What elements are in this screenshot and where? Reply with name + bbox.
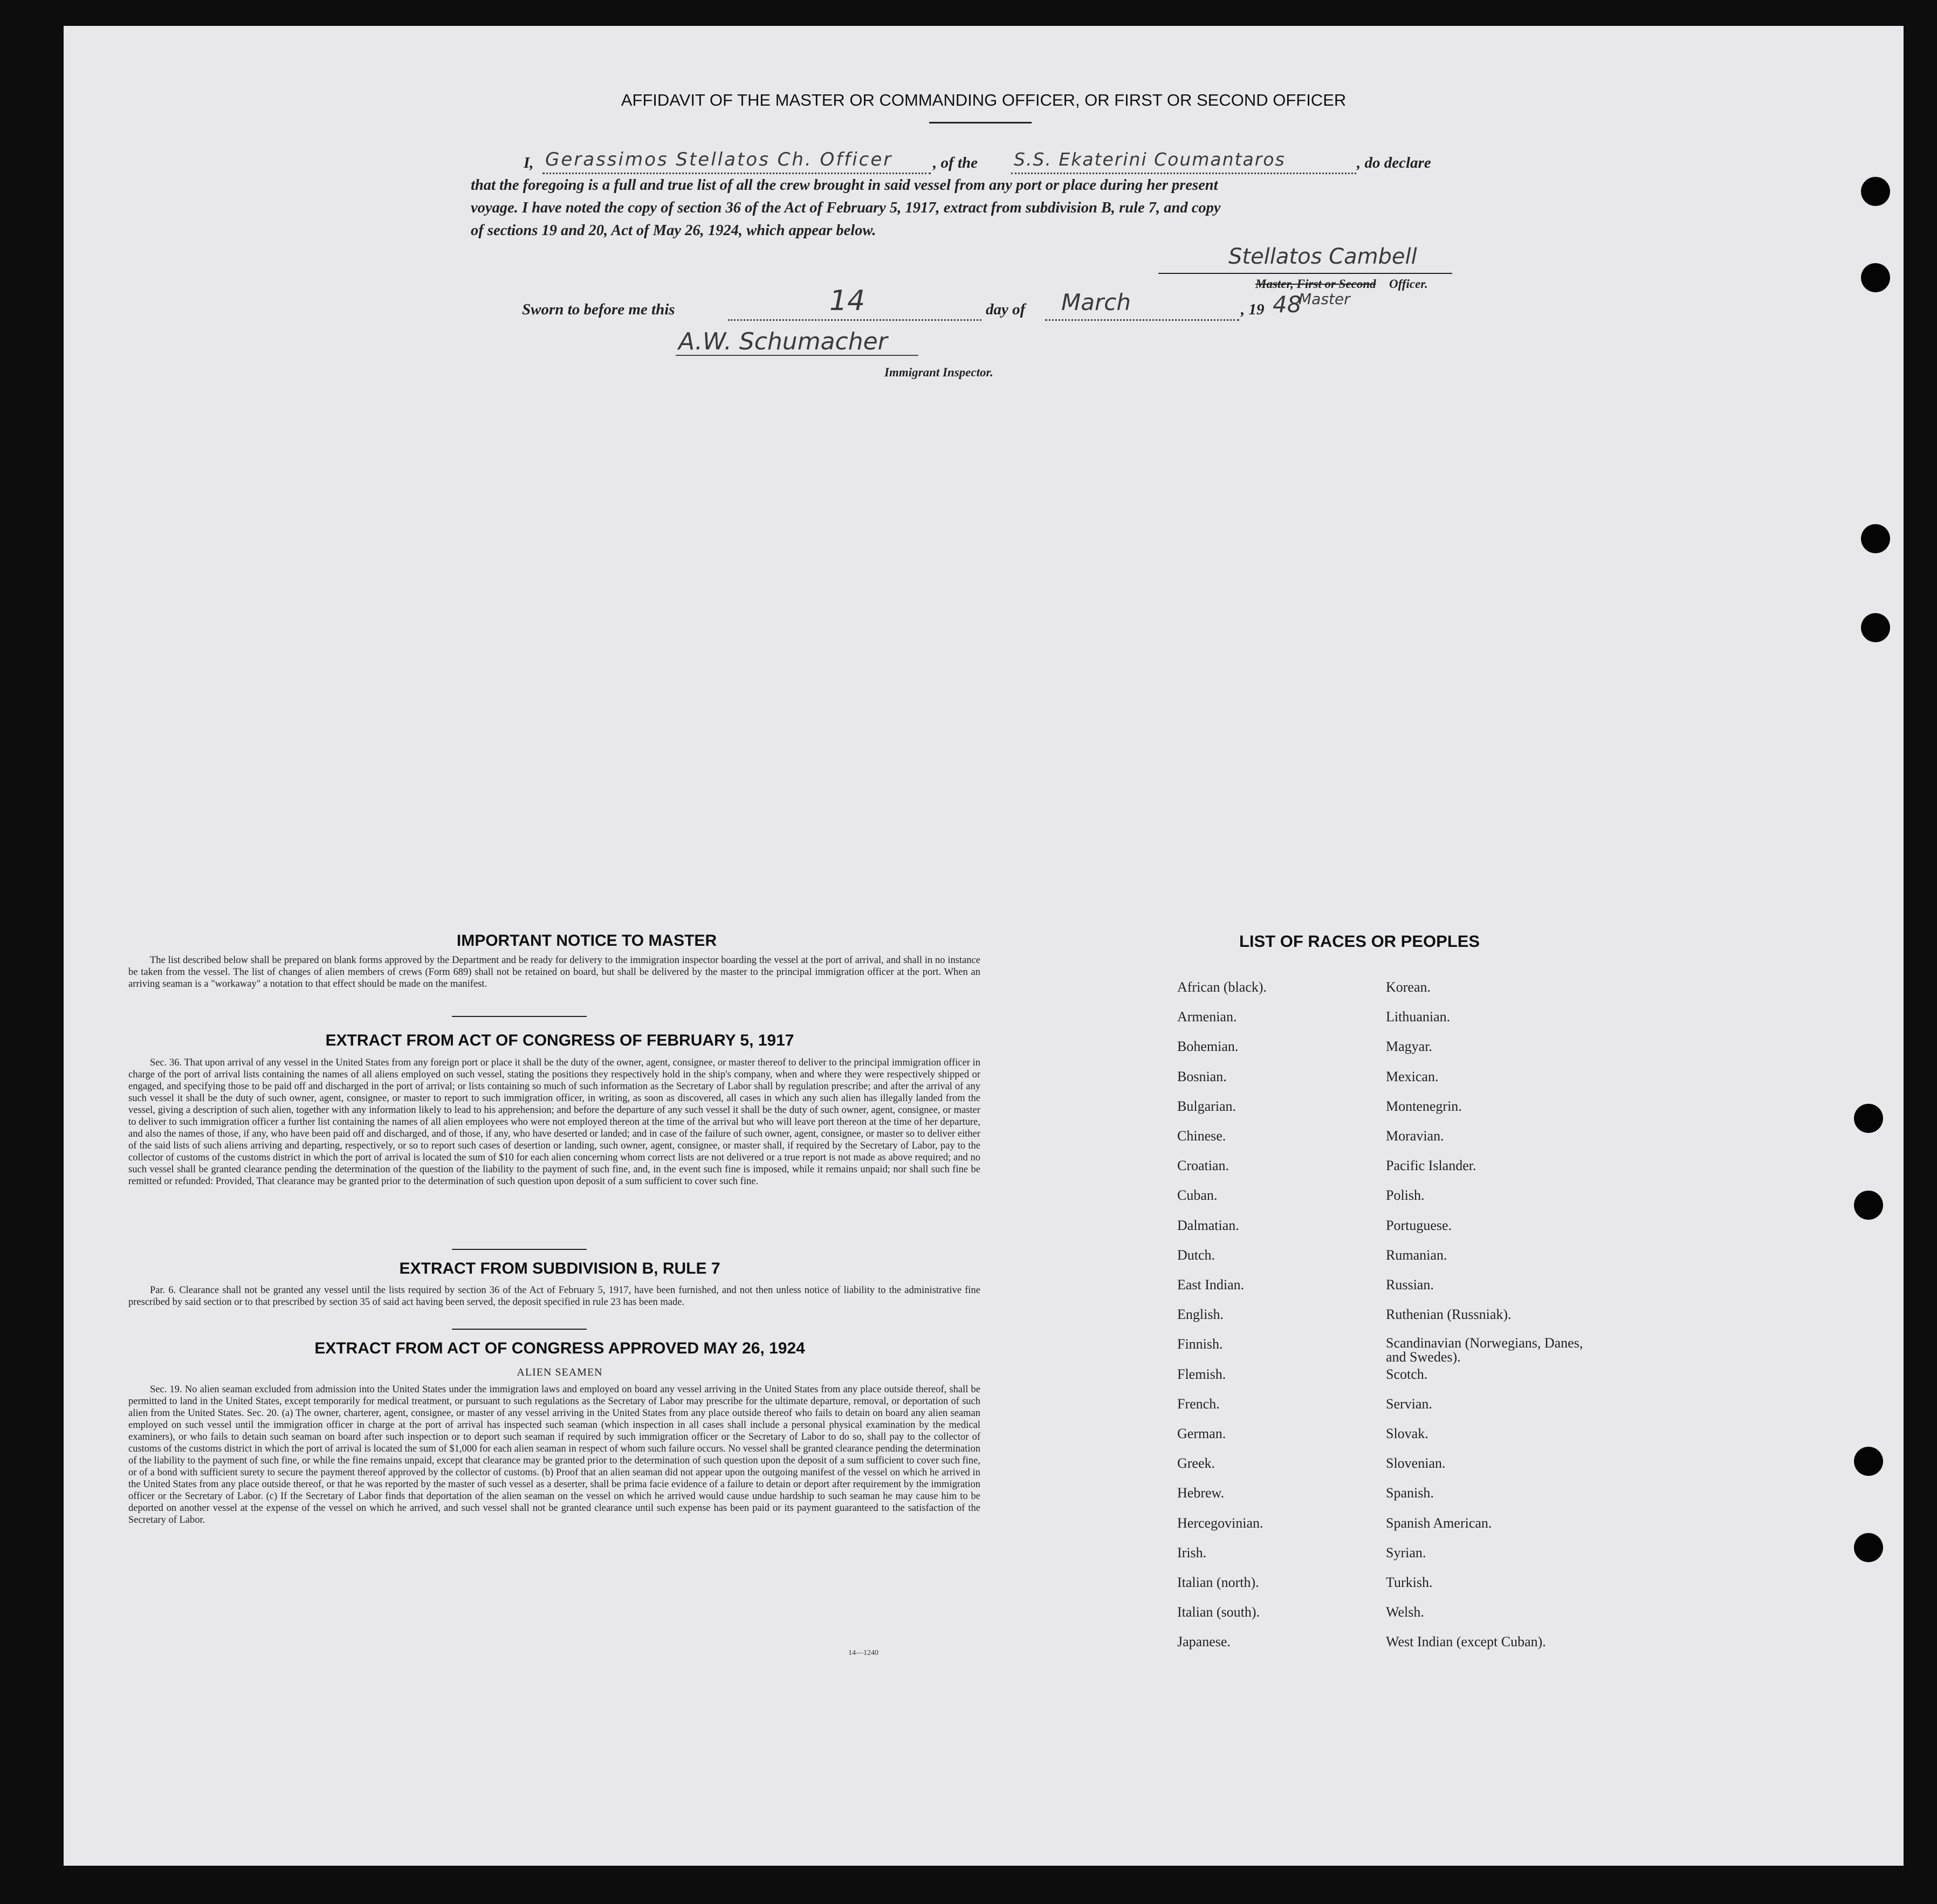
race-item: West Indian (except Cuban).: [1386, 1634, 1546, 1650]
officer-signature: Stellatos Cambell: [1228, 244, 1417, 269]
sworn-text: Sworn to before me this: [522, 301, 675, 318]
section-rule: [452, 1249, 587, 1250]
sworn-day: 14: [829, 285, 866, 317]
extract-rule7-text: Par. 6. Clearance shall not be granted any vessel until the lists required by section 36 of the Act of February 5, 1917, have been furnished, and not then unless notice of liability to the administrative fine prescribed by said section or to that prescribed by section 35 of said act having been served, the deposit specified in rule 23 has been made.: [128, 1285, 980, 1308]
race-item: Dalmatian.: [1177, 1217, 1239, 1233]
race-item: Italian (north).: [1177, 1575, 1259, 1590]
heading-rule: [929, 122, 1032, 123]
affidavit-line-3: voyage. I have noted the copy of section 36 of the Act of February 5, 1917, extract from subdivision B, rule 7, and copy: [471, 200, 1221, 216]
race-item: Lithuanian.: [1386, 1009, 1451, 1025]
race-item: Korean.: [1386, 979, 1431, 995]
extract-rule7-heading: EXTRACT FROM SUBDIVISION B, RULE 7: [399, 1260, 720, 1277]
punch-hole: [1854, 1447, 1883, 1476]
race-item: Portuguese.: [1386, 1217, 1452, 1233]
punch-hole: [1861, 177, 1890, 206]
race-item: Ruthenian (Russniak).: [1386, 1307, 1512, 1323]
alien-seamen-subheading: ALIEN SEAMEN: [517, 1366, 603, 1378]
race-item: Greek.: [1177, 1455, 1215, 1472]
race-item: East Indian.: [1177, 1277, 1245, 1293]
vessel-name: S.S. Ekaterini Coumantaros: [1014, 149, 1286, 170]
section-rule: [452, 1016, 587, 1017]
race-item: Croatian.: [1177, 1158, 1229, 1174]
race-item: Hebrew.: [1177, 1485, 1225, 1501]
race-item: African (black).: [1177, 979, 1267, 995]
race-item: Pacific Islander.: [1386, 1158, 1476, 1174]
document-page: [64, 26, 1904, 1866]
punch-hole: [1861, 263, 1890, 292]
race-item: Scandinavian (Norwegians, Danes, and Swedes).: [1386, 1335, 1583, 1365]
race-item: Polish.: [1386, 1187, 1425, 1204]
race-item: Magyar.: [1386, 1039, 1432, 1055]
race-item: Scotch.: [1386, 1366, 1428, 1382]
race-item: Dutch.: [1177, 1247, 1215, 1263]
race-item: German.: [1177, 1426, 1226, 1441]
signature-line: [1158, 273, 1452, 274]
declarant-name: Gerassimos Stellatos Ch. Officer: [545, 149, 893, 170]
race-item: Armenian.: [1177, 1009, 1237, 1025]
race-item: Slovenian.: [1386, 1455, 1446, 1472]
inspector-line: [676, 334, 918, 356]
race-item: French.: [1177, 1396, 1220, 1412]
affidavit-line-4: of sections 19 and 20, Act of May 26, 1924, which appear below.: [471, 222, 876, 239]
race-item: Irish.: [1177, 1544, 1207, 1561]
race-item: Italian (south).: [1177, 1604, 1260, 1620]
race-item: Rumanian.: [1386, 1247, 1447, 1263]
officer-title-struck: Master, First or Second: [1255, 277, 1376, 291]
punch-hole: [1861, 524, 1890, 553]
extract-1924-text: Sec. 19. No alien seaman excluded from admission into the United States under the immigration laws and employed on board any vessel arriving in the United States from any place outside thereof, shall be permitted to land in the United States, except temporarily for medical treatment, or pursuant to such regulations as the Secretary of Labor may prescribe for the ultimate departure, removal, or deportation of such alien from the United States. Sec. 20. (a) The owner, charterer, agent, consignee, or master of any vessel arriving in the United States from any place outside thereof who fails to detain on board any alien seaman employed on such vessel until the immigration officer in charge at the port of arrival has inspected such seaman (which inspection in all cases shall include a personal physical examination by the medical examiners), or who fails to detain such seaman on board after such inspection or to deport such seaman if required by such immigration officer or the Secretary of Labor to do so, shall pay to the collector of customs of the customs district in which the port of arrival is located the sum of $1,000 for each alien seaman in respect of whom such failure occurs. No vessel shall be granted clearance pending the determination of the liability to the payment of such fine, or while the fine remains unpaid, except that clearance may be granted prior to the determination of such question upon the deposit of a sum sufficient to cover such fine, or of a bond with sufficient surety to secure the payment thereof approved by the collector of customs. (b) Proof that an alien seaman did not appear upon the outgoing manifest of the vessel on which he arrived in the United States from any place outside thereof, or that he was reported by the master of such vessel as a deserter, shall be prima facie evidence of a failure to detain or deport after requirement by the immigration officer or the Secretary of Labor. (c) If the Secretary of Labor finds that deportation of the alien seaman on the vessel on which he arrived would cause undue hardship to such seaman he may cause him to be deported on another vessel at the expense of the vessel on which he arrived, and such vessel shall not be granted clearance until such expense has been paid or its payment guaranteed to the satisfaction of the Secretary of Labor.: [128, 1384, 980, 1525]
notice-heading: IMPORTANT NOTICE TO MASTER: [456, 932, 717, 950]
affidavit-heading: AFFIDAVIT OF THE MASTER OR COMMANDING OFFICER, OR FIRST OR SECOND OFFICER: [621, 91, 1347, 109]
race-item: Syrian.: [1386, 1544, 1426, 1561]
races-heading: LIST OF RACES OR PEOPLES: [1239, 932, 1480, 951]
race-item: Bohemian.: [1177, 1039, 1239, 1055]
day-of-text: day of: [986, 301, 1026, 318]
punch-hole: [1854, 1533, 1883, 1562]
race-item: Chinese.: [1177, 1128, 1226, 1144]
section-rule: [452, 1329, 587, 1330]
declarant-prefix: I,: [524, 154, 534, 171]
punch-hole: [1854, 1191, 1883, 1220]
race-item: Japanese.: [1177, 1634, 1231, 1650]
race-item: Welsh.: [1386, 1604, 1424, 1620]
race-item: Turkish.: [1386, 1575, 1433, 1590]
sworn-year: 48: [1273, 291, 1302, 318]
inspector-title: Immigrant Inspector.: [884, 366, 993, 379]
race-item: Moravian.: [1386, 1128, 1444, 1144]
race-item: English.: [1177, 1307, 1224, 1323]
do-declare-text: , do declare: [1357, 154, 1431, 171]
race-item: Cuban.: [1177, 1187, 1218, 1204]
race-item: Spanish.: [1386, 1485, 1434, 1501]
race-item: Bosnian.: [1177, 1068, 1227, 1084]
inspector-signature: A.W. Schumacher: [678, 328, 888, 355]
year-prefix: , 19: [1241, 301, 1265, 318]
of-the-text: , of the: [933, 154, 978, 171]
form-number: 14—1240: [848, 1649, 878, 1657]
race-item: Hercegovinian.: [1177, 1515, 1263, 1531]
race-item: Servian.: [1386, 1396, 1432, 1412]
notice-text: The list described below shall be prepared on blank forms approved by the Department and be ready for delivery to the immigration inspector boarding the vessel at the port of arrival, and shall in no instance be taken from the vessel. The list of changes of alien members of crews (Form 689) shall not be retained on board, but shall be delivered by the master to the principal immigration officer at the port. When an arriving seaman is a "workaway" a notation to that effect should be made on the manifest.: [128, 955, 980, 989]
extract-1917-text: Sec. 36. That upon arrival of any vessel in the United States from any foreign port or place it shall be the duty of the owner, agent, consignee, or master thereof to deliver to the principal immigration officer in charge of the port of arrival lists containing the names of all aliens employed on such vessel, stating the positions they respectively hold in the ship's company, when and where they were respectively shipped or engaged, and specifying those to be paid off and discharged in the port of arrival; or lists containing so much of such information as the Secretary of Labor shall by regulation prescribe; and after the arrival of any such vessel it shall be the duty of such owner, agent, consignee, or master to report to such immigration officer, in writing, as soon as discovered, all cases in which any such alien has illegally landed from the vessel, giving a description of such alien, together with any information likely to lead to his apprehension; and before the departure of any such vessel it shall be the duty of such owner, agent, consignee, or master to deliver to such immigration officer a further list containing the names of all alien employees who were not employed thereon at the time of the arrival but who will leave port thereon at the time of her departure, and also the names of those, if any, who have been paid off and discharged, and of those, if any, who have deserted or landed; and in case of the failure of such owner, agent, consignee, or master so to deliver either of the said lists of such aliens arriving and departing, respectively, or so to report such cases of desertion or landing, such owner, agent, consignee, or master shall, if required by the Secretary of Labor, pay to the collector of customs of the customs district in which the port of arrival is located the sum of $10 for each alien concerning whom correct lists are not delivered or a true report is not made as above required; and no such vessel shall be granted clearance pending the determination of the question of the liability to the payment of such fine, and, in the event such fine is imposed, while it remains unpaid; nor shall such fine be remitted or refunded: Provided, That clearance may be granted prior to the determination of such question upon deposit of a sum sufficient to cover such fine.: [128, 1057, 980, 1187]
race-item: Montenegrin.: [1386, 1098, 1462, 1114]
sworn-month: March: [1061, 289, 1131, 315]
extract-1917-heading: EXTRACT FROM ACT OF CONGRESS OF FEBRUARY 5, 1917: [325, 1032, 794, 1049]
affidavit-line-2: that the foregoing is a full and true list of all the crew brought in said vessel from any port or place during her present: [471, 177, 1218, 194]
race-item: Mexican.: [1386, 1068, 1439, 1084]
race-item: Bulgarian.: [1177, 1098, 1237, 1114]
race-item: Finnish.: [1177, 1336, 1223, 1352]
officer-title-end: Officer.: [1389, 277, 1428, 291]
officer-annotation: Master: [1299, 290, 1350, 308]
extract-1924-heading: EXTRACT FROM ACT OF CONGRESS APPROVED MAY 26, 1924: [314, 1339, 805, 1357]
race-item: Flemish.: [1177, 1366, 1226, 1382]
race-item: Slovak.: [1386, 1426, 1428, 1441]
punch-hole: [1854, 1104, 1883, 1133]
punch-hole: [1861, 613, 1890, 642]
race-item: Spanish American.: [1386, 1515, 1492, 1531]
race-item: Russian.: [1386, 1277, 1434, 1293]
